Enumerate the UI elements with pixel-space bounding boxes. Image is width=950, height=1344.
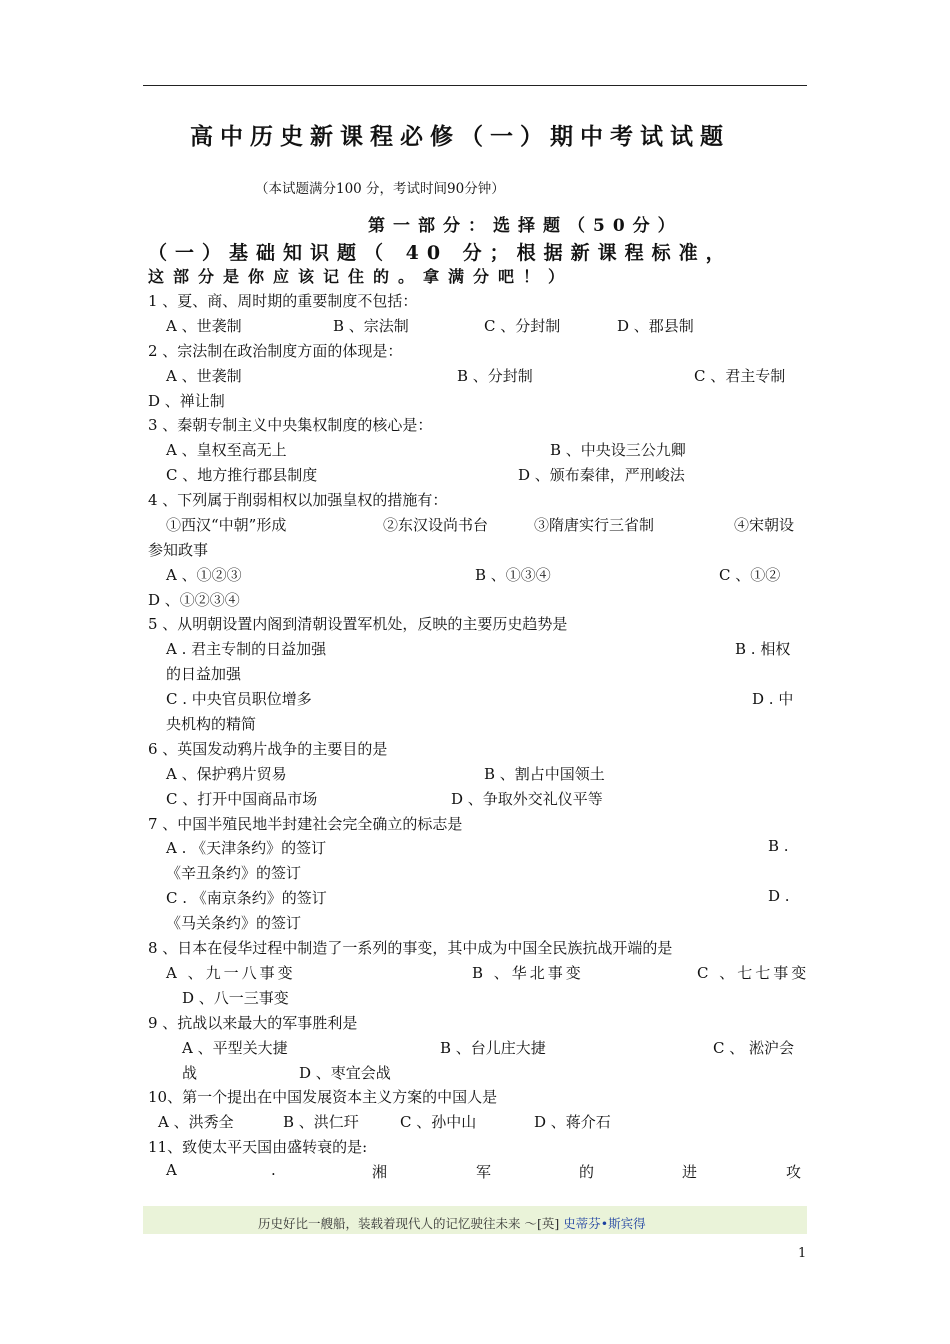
question-7-option-c: C . 《南京条约》的签订: [166, 889, 327, 907]
question-10-option-b: B 、洪仁玕: [283, 1113, 359, 1131]
question-6-option-a: A 、保护鸦片贸易: [166, 765, 287, 783]
question-3-option-c: C 、地方推行郡县制度: [166, 466, 318, 484]
question-11-option-a-char-4: 进: [682, 1163, 698, 1181]
question-7-stem: 7 、中国半殖民地半封建社会完全确立的标志是: [148, 815, 463, 833]
question-7-option-d-cont: 《马关条约》的签订: [166, 914, 302, 932]
question-1-option-c: C 、分封制: [484, 317, 561, 335]
question-4-stem: 4 、下列属于削弱相权以加强皇权的措施有：: [148, 491, 448, 509]
footer-quote-text: 历史好比一艘船，装载着现代人的记忆驶往未来 ～[英]: [258, 1216, 564, 1231]
question-10-stem: 10、第一个提出在中国发展资本主义方案的中国人是: [148, 1088, 498, 1106]
part-heading: 第一部分：选择题（50分）: [368, 216, 683, 236]
question-8-option-a: A 、九一八事变: [166, 964, 296, 982]
question-8-option-c: C 、七七事变: [697, 964, 810, 982]
question-4-item-1: ①西汉“中朝”形成: [166, 516, 287, 534]
question-9-option-a: A 、平型关大捷: [182, 1039, 288, 1057]
question-4-option-d: D 、①②③④: [148, 591, 240, 609]
question-6-option-c: C 、打开中国商品市场: [166, 790, 318, 808]
question-4-item-2: ②东汉设尚书台: [383, 516, 489, 534]
question-1-option-b: B 、宗法制: [333, 317, 409, 335]
question-5-option-b: B . 相权: [735, 640, 791, 658]
question-1-option-d: D 、郡县制: [617, 317, 694, 335]
question-5-option-d: D . 中: [752, 690, 794, 708]
question-9-stem: 9 、抗战以来最大的军事胜利是: [148, 1014, 358, 1032]
question-2-option-d: D 、禅让制: [148, 392, 225, 410]
question-2-stem: 2 、宗法制在政治制度方面的体现是：: [148, 342, 403, 360]
question-8-option-d: D 、八一三事变: [182, 989, 289, 1007]
question-2-option-c: C 、君主专制: [694, 367, 786, 385]
question-11-option-a-char-1: 湘: [372, 1163, 388, 1181]
question-5-option-c: C . 中央官员职位增多: [166, 690, 312, 708]
question-7-option-d: D .: [768, 887, 790, 905]
exam-subtitle: （本试题满分100 分，考试时间90分钟）: [255, 181, 505, 197]
question-9-option-b: B 、台儿庄大捷: [440, 1039, 546, 1057]
question-9-option-c: C 、 淞沪会: [713, 1039, 795, 1057]
question-11-option-a-letter: A: [166, 1161, 177, 1179]
question-11-option-a-char-2: 军: [476, 1163, 492, 1181]
footer-quote: [258, 1214, 646, 1232]
question-6-option-b: B 、割占中国领土: [484, 765, 605, 783]
question-4-option-c: C 、①②: [719, 566, 781, 584]
question-11-option-a-char-5: 攻: [786, 1163, 802, 1181]
question-5-stem: 5 、从明朝设置内阁到清朝设置军机处，反映的主要历史趋势是: [148, 615, 568, 633]
footer-quote-author: 史蒂芬•斯宾得: [563, 1216, 646, 1231]
exam-title: 高中历史新课程必修（一）期中考试试题: [190, 123, 730, 150]
question-8-option-b: B 、华北事变: [472, 964, 584, 982]
question-5-option-b-cont: 的日益加强: [166, 665, 242, 683]
question-3-stem: 3 、秦朝专制主义中央集权制度的核心是：: [148, 416, 433, 434]
question-2-option-b: B 、分封制: [457, 367, 533, 385]
question-10-option-d: D 、蒋介石: [534, 1113, 611, 1131]
section-heading-line2: 这部分是你应该记住的。拿满分吧！）: [148, 267, 574, 286]
question-7-option-a: A . 《天津条约》的签订: [166, 839, 327, 857]
question-11-option-a-dot: .: [271, 1161, 276, 1179]
question-3-option-a: A 、皇权至高无上: [166, 441, 287, 459]
question-4-item-4: ④宋朝设: [734, 516, 795, 534]
question-8-stem: 8 、日本在侵华过程中制造了一系列的事变，其中成为中国全民族抗战开端的是: [148, 939, 673, 957]
question-6-stem: 6 、英国发动鸦片战争的主要目的是: [148, 740, 388, 758]
question-4-option-a: A 、①②③: [166, 566, 242, 584]
question-10-option-a: A 、洪秀全: [158, 1113, 234, 1131]
question-3-option-b: B 、中央设三公九卿: [550, 441, 686, 459]
question-4-item-3: ③隋唐实行三省制: [534, 516, 655, 534]
question-3-option-d: D 、颁布秦律，严刑峻法: [518, 466, 685, 484]
page-number: 1: [798, 1246, 807, 1261]
question-2-option-a: A 、世袭制: [166, 367, 242, 385]
question-9-option-c-cont: 战: [182, 1064, 198, 1082]
question-7-option-b: B .: [768, 837, 789, 855]
question-1-option-a: A 、世袭制: [166, 317, 242, 335]
question-7-option-b-cont: 《辛丑条约》的签订: [166, 864, 302, 882]
question-6-option-d: D 、争取外交礼仪平等: [451, 790, 603, 808]
question-5-option-a: A . 君主专制的日益加强: [166, 640, 327, 658]
question-1-stem: 1 、夏、商、周时期的重要制度不包括：: [148, 292, 418, 310]
question-11-stem: 11、致使太平天国由盛转衰的是:: [148, 1138, 368, 1156]
question-5-option-d-cont: 央机构的精简: [166, 715, 257, 733]
question-10-option-c: C 、孙中山: [400, 1113, 477, 1131]
question-9-option-d: D 、枣宜会战: [299, 1064, 391, 1082]
question-4-item-4-cont: 参知政事: [148, 541, 209, 559]
question-11-option-a-char-3: 的: [579, 1163, 595, 1181]
header-rule: [143, 85, 807, 86]
question-4-option-b: B 、①③④: [475, 566, 551, 584]
section-heading-line1: （一）基础知识题（ 40 分；根据新课程标准，: [148, 242, 733, 264]
